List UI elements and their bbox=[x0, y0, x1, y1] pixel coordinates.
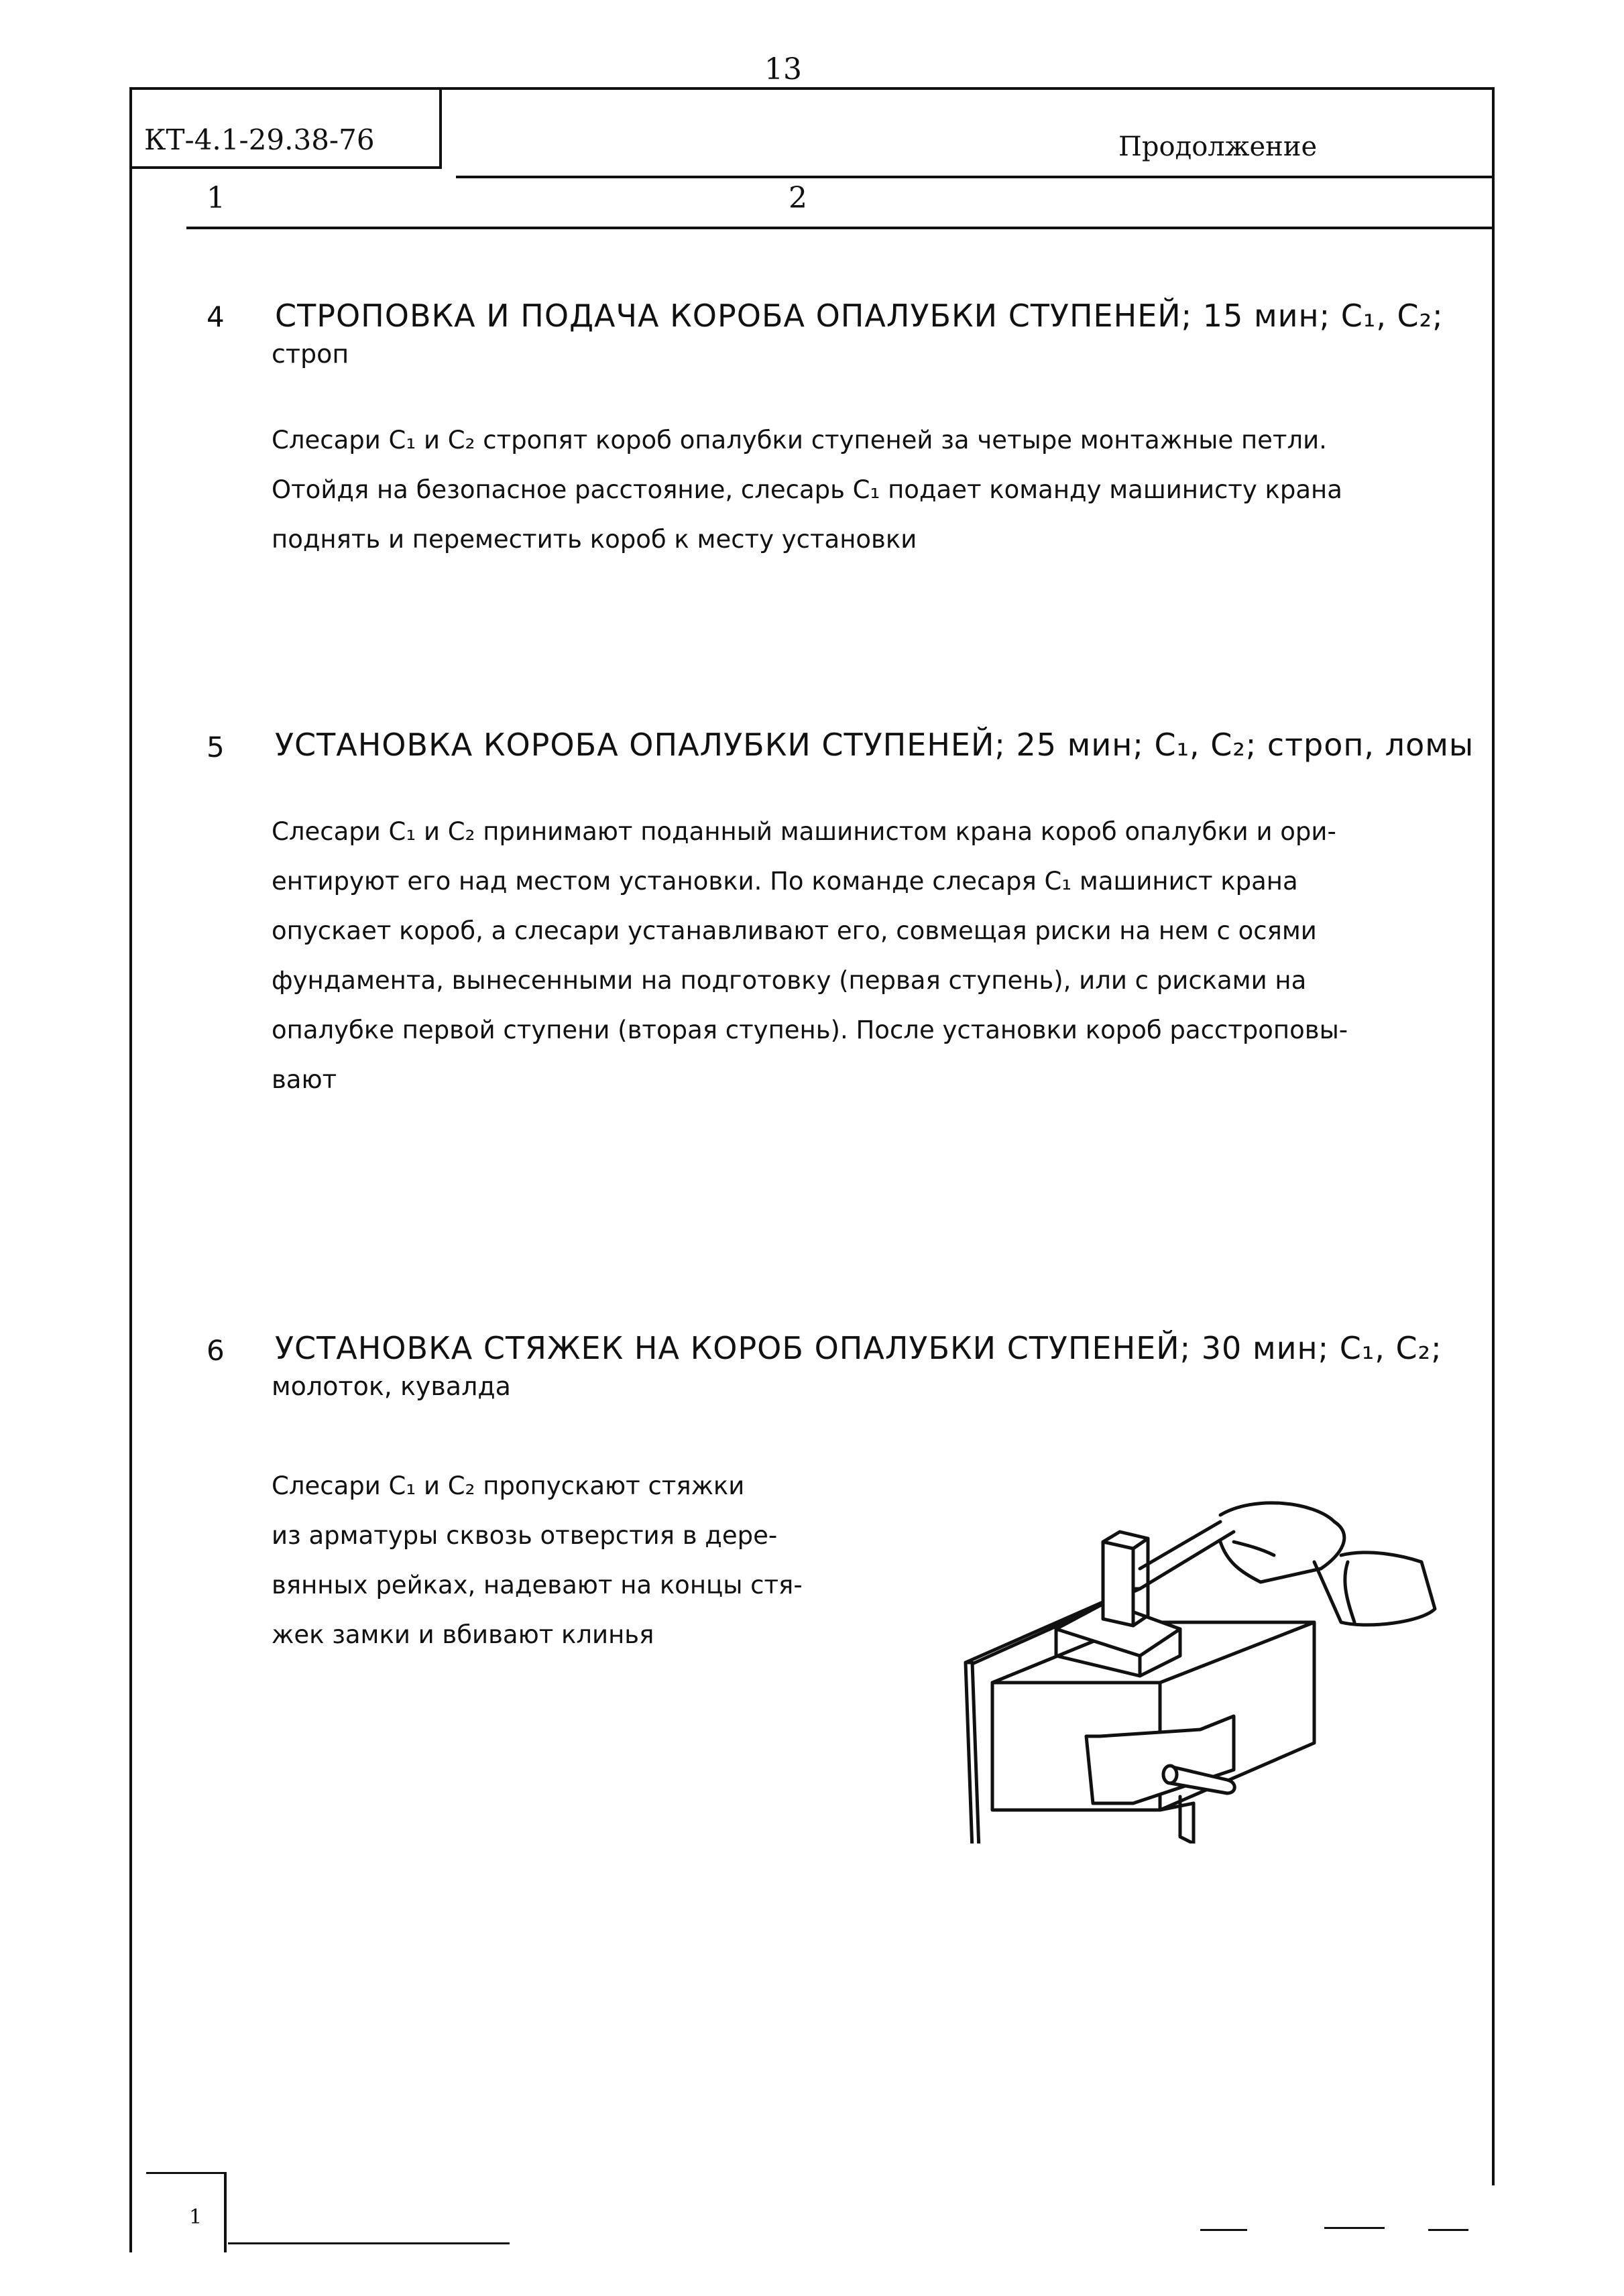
step-6-line-2: из арматуры сквозь отверстия в дере- bbox=[272, 1521, 778, 1550]
column-2-number: 2 bbox=[789, 181, 807, 215]
step-4-line-3: поднять и переместить короб к месту установки bbox=[272, 525, 917, 554]
header-rule bbox=[456, 176, 1492, 178]
bottom-rule-1 bbox=[228, 2242, 510, 2244]
page-number: 13 bbox=[764, 52, 802, 86]
bottom-mark: 1 bbox=[189, 2206, 202, 2229]
step-5-line-3: опускает короб, а слесари устанавливают его, совмещая риски на нем с осями bbox=[272, 916, 1317, 945]
step-5-number: 5 bbox=[207, 731, 225, 764]
bottom-rule-4 bbox=[1428, 2229, 1468, 2231]
bottom-rule-2 bbox=[1200, 2229, 1247, 2231]
step-6-number: 6 bbox=[207, 1334, 225, 1367]
step-4-number: 4 bbox=[207, 300, 225, 333]
step-5-line-4: фундамента, вынесенными на подготовку (первая ступень), или с рисками на bbox=[272, 966, 1307, 995]
step-5-line-2: ентируют его над местом установки. По команде слесаря С₁ машинист крана bbox=[272, 867, 1298, 896]
step-6-line-1: Слесари С₁ и С₂ пропускают стяжки bbox=[272, 1471, 745, 1500]
step-4-tools: строп bbox=[272, 339, 349, 369]
step-4-line-2: Отойдя на безопасное расстояние, слесарь С₁ подает команду машинисту крана bbox=[272, 475, 1342, 504]
step-6-tools: молоток, кувалда bbox=[272, 1372, 511, 1401]
step-6-line-3: вянных рейках, надевают на концы стя- bbox=[272, 1571, 803, 1599]
column-1-number: 1 bbox=[207, 181, 225, 215]
step-4-line-1: Слесари С₁ и С₂ стропят короб опалубки ступеней за четыре монтажные петли. bbox=[272, 426, 1327, 455]
continued-label: Продолжение bbox=[1118, 131, 1318, 162]
frame-right-line bbox=[1492, 87, 1495, 2185]
step-6-title: УСТАНОВКА СТЯЖЕК НА КОРОБ ОПАЛУБКИ СТУПЕНЕЙ; 30 мин; С₁, С₂; bbox=[275, 1330, 1442, 1366]
column-header-rule bbox=[186, 227, 1492, 229]
document-code: КТ-4.1-29.38-76 bbox=[144, 123, 375, 156]
bottom-rule-3 bbox=[1324, 2227, 1385, 2229]
step-5-title: УСТАНОВКА КОРОБА ОПАЛУБКИ СТУПЕНЕЙ; 25 мин; С₁, С₂; строп, ломы bbox=[275, 727, 1474, 763]
document-code-box bbox=[129, 87, 442, 169]
step-6-line-4: жек замки и вбивают клинья bbox=[272, 1620, 654, 1649]
step-4-title: СТРОПОВКА И ПОДАЧА КОРОБА ОПАЛУБКИ СТУПЕНЕЙ; 15 мин; С₁, С₂; bbox=[275, 298, 1444, 334]
frame-left-line bbox=[129, 87, 132, 2252]
step-5-line-1: Слесари С₁ и С₂ принимают поданный машинистом крана короб опалубки и ори- bbox=[272, 817, 1336, 846]
bottom-corner-box bbox=[146, 2172, 227, 2252]
formwork-wedge-illustration bbox=[939, 1455, 1489, 1844]
step-5-line-5: опалубке первой ступени (вторая ступень). После установки короб расстроповы- bbox=[272, 1016, 1348, 1044]
step-5-line-6: вают bbox=[272, 1065, 337, 1094]
